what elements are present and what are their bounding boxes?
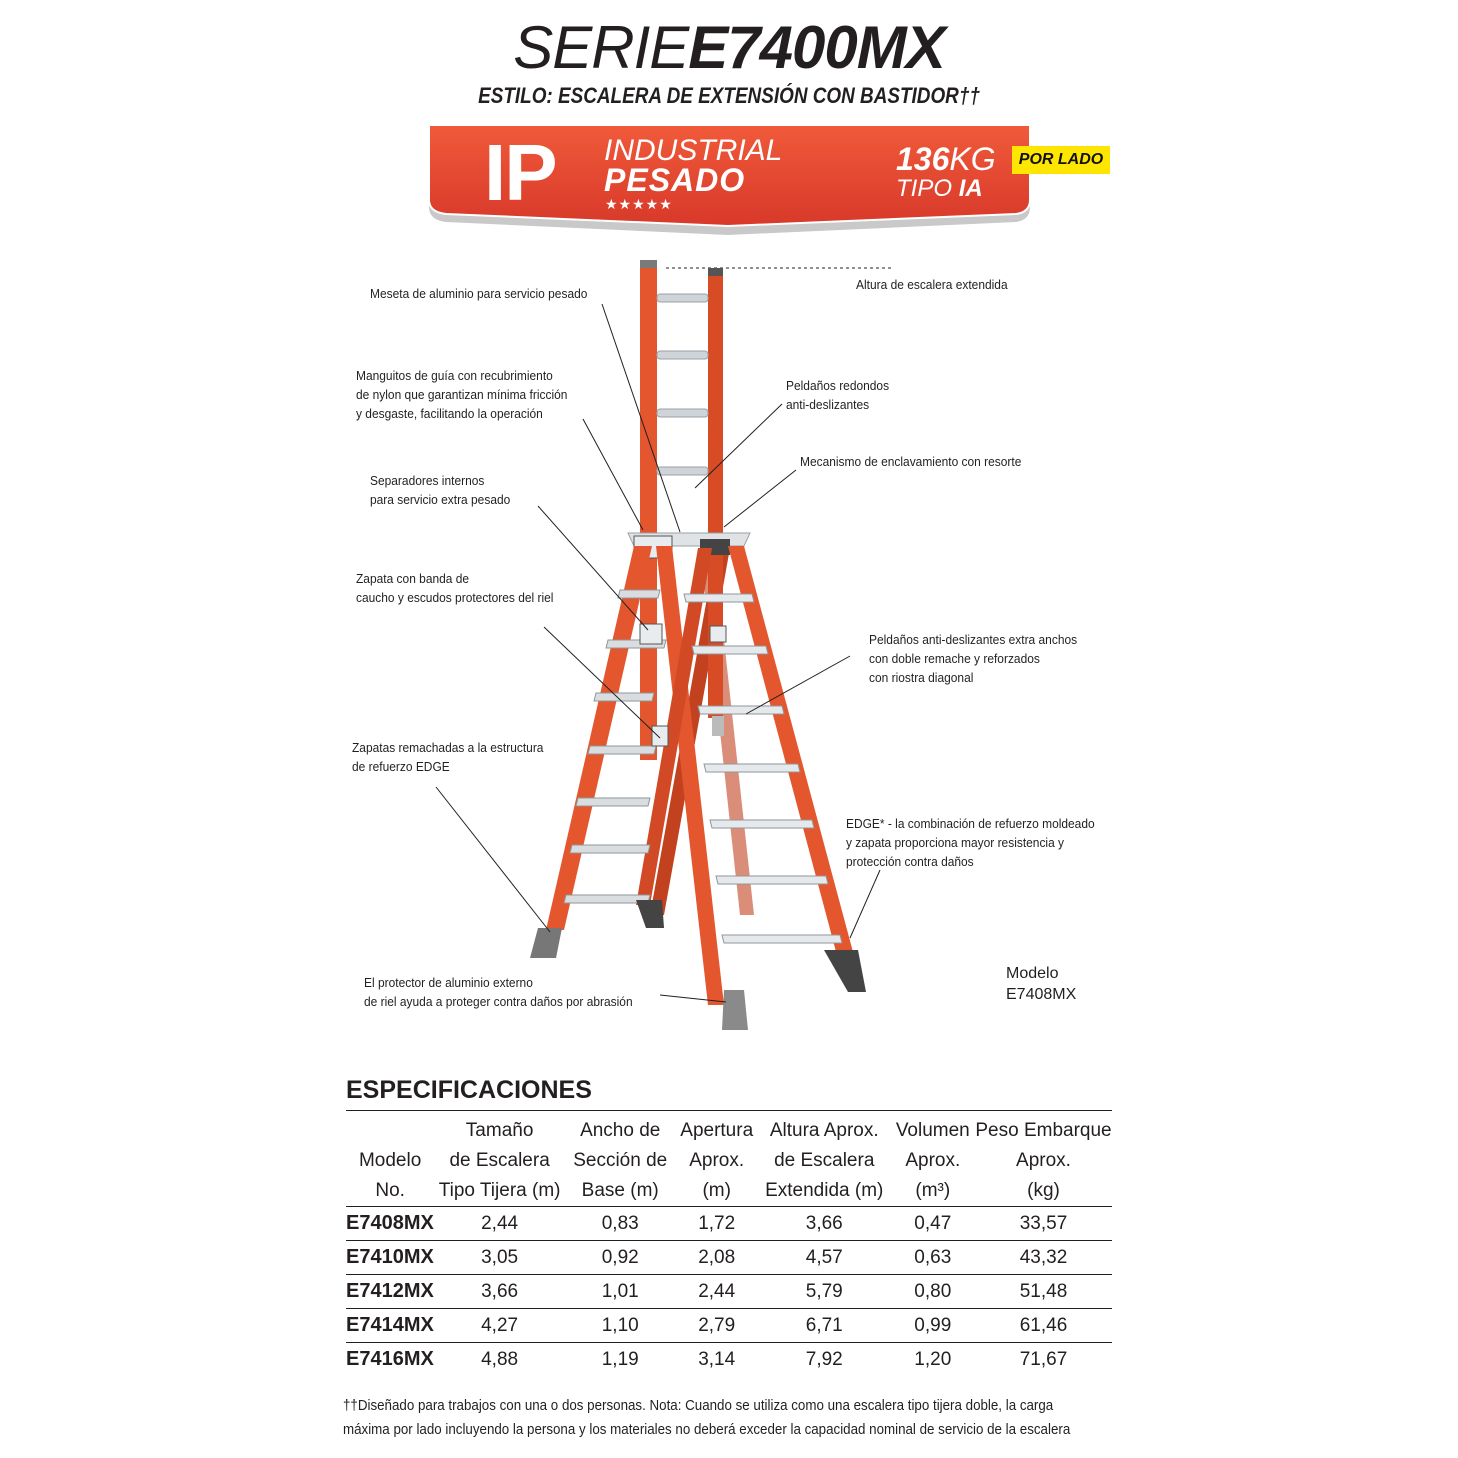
table-row (346, 1275, 1112, 1309)
cell-base-width: 1,01 (565, 1275, 676, 1309)
cell-weight: 61,46 (975, 1309, 1112, 1343)
capacity-badge: POR LADO (1012, 146, 1110, 174)
cell-volume: 0,63 (891, 1241, 975, 1275)
table-row (346, 1343, 1112, 1377)
col-opening: Apertura Aprox. (m) (680, 1120, 754, 1201)
cell-size: 4,88 (434, 1343, 565, 1377)
cell-extended-height: 4,57 (758, 1241, 891, 1275)
type-value: IA (958, 175, 983, 202)
cell-base-width: 0,83 (565, 1207, 676, 1241)
cell-model: E7416MX (346, 1343, 434, 1377)
cell-size: 4,27 (434, 1309, 565, 1343)
cell-base-width: 1,10 (565, 1309, 676, 1343)
table-row (346, 1309, 1112, 1343)
cell-opening: 2,44 (676, 1275, 758, 1309)
cell-opening: 1,72 (676, 1207, 758, 1241)
series-code: E7400MX (688, 14, 945, 81)
class-line-1: INDUSTRIAL (604, 134, 783, 167)
cell-size: 3,05 (434, 1241, 565, 1275)
type-prefix: TIPO (896, 175, 953, 202)
cell-weight: 51,48 (975, 1275, 1112, 1309)
cell-model: E7412MX (346, 1275, 434, 1309)
capacity-value: 136 (896, 141, 950, 177)
cell-base-width: 1,19 (565, 1343, 676, 1377)
cell-extended-height: 5,79 (758, 1275, 891, 1309)
cell-size: 3,66 (434, 1275, 565, 1309)
callout-round-rungs: Peldaños redondos anti-deslizantes (786, 378, 890, 412)
capacity-unit: KG (949, 141, 996, 177)
cell-model: E7414MX (346, 1309, 434, 1343)
class-line-2: PESADO (604, 162, 746, 198)
cell-opening: 3,14 (676, 1343, 758, 1377)
specs-header-row (346, 1111, 1112, 1207)
callout-rubber-shoe: Zapata con banda de caucho y escudos protectores del riel (356, 571, 554, 605)
cell-weight: 71,67 (975, 1343, 1112, 1377)
callout-wide-steps: Peldaños anti-deslizantes extra anchos con doble remache y reforzados con riostra diagonal (869, 632, 1078, 685)
col-shipping-weight: Peso Embarque Aprox. (kg) (975, 1120, 1112, 1201)
cell-size: 2,44 (434, 1207, 565, 1241)
cell-extended-height: 7,92 (758, 1343, 891, 1377)
series-prefix: SERIE (513, 14, 689, 81)
callout-riveted-shoes: Zapatas remachadas a la estructura de refuerzo EDGE (352, 740, 544, 774)
specs-heading: ESPECIFICACIONES (346, 1076, 592, 1104)
cell-volume: 0,99 (891, 1309, 975, 1343)
cell-opening: 2,08 (676, 1241, 758, 1275)
cell-volume: 0,80 (891, 1275, 975, 1309)
callout-lock-mechanism: Mecanismo de enclavamiento con resorte (800, 454, 1022, 469)
callout-edge: EDGE* - la combinación de refuerzo moldeado y zapata proporciona mayor resistencia y protección contra daños (846, 816, 1095, 869)
cell-base-width: 0,92 (565, 1241, 676, 1275)
style-subtitle: ESTILO: ESCALERA DE EXTENSIÓN CON BASTIDOR†† (478, 83, 980, 108)
table-row (346, 1241, 1112, 1275)
cell-volume: 1,20 (891, 1343, 975, 1377)
col-size: Tamaño de Escalera Tipo Tijera (m) (438, 1120, 561, 1201)
specs-table (346, 1110, 1112, 1376)
table-row (346, 1207, 1112, 1241)
callout-rail-protector: El protector de aluminio externo de riel ayuda a proteger contra daños por abrasión (364, 975, 633, 1009)
col-volume: Volumen Aprox. (m³) (895, 1120, 970, 1201)
model-tag: Modelo E7408MX (1006, 965, 1077, 1003)
cell-weight: 43,32 (975, 1241, 1112, 1275)
callout-extended-height: Altura de escalera extendida (856, 277, 1008, 292)
cell-volume: 0,47 (891, 1207, 975, 1241)
col-base-width: Ancho de Sección de Base (m) (573, 1120, 668, 1201)
col-extended-height: Altura Aprox. de Escalera Extendida (m) (765, 1120, 884, 1201)
cell-opening: 2,79 (676, 1309, 758, 1343)
cell-weight: 33,57 (975, 1207, 1112, 1241)
cell-extended-height: 3,66 (758, 1207, 891, 1241)
callout-spacers: Separadores internos para servicio extra pesado (370, 473, 511, 507)
class-code: IP (484, 128, 556, 217)
rating-stars: ★★★★★ (605, 196, 673, 212)
footnote (343, 1394, 1123, 1442)
cell-model: E7408MX (346, 1207, 434, 1241)
col-model: Modelo No. (358, 1150, 422, 1201)
cell-extended-height: 6,71 (758, 1309, 891, 1343)
footnote-line-1: ††Diseñado para trabajos con una o dos personas. Nota: Cuando se utiliza como una escalera tipo tijera doble, la carga (343, 1397, 1054, 1414)
callout-guide-sleeves: Manguitos de guía con recubrimiento de nylon que garantizan mínima fricción y desgaste, facilitando la operación (356, 368, 568, 421)
cell-model: E7410MX (346, 1241, 434, 1275)
callout-platform: Meseta de aluminio para servicio pesado (370, 286, 588, 301)
footnote-line-2: máxima por lado incluyendo la persona y los materiales no deberá exceder la capacidad nominal de servicio de la escalera (343, 1421, 1071, 1438)
